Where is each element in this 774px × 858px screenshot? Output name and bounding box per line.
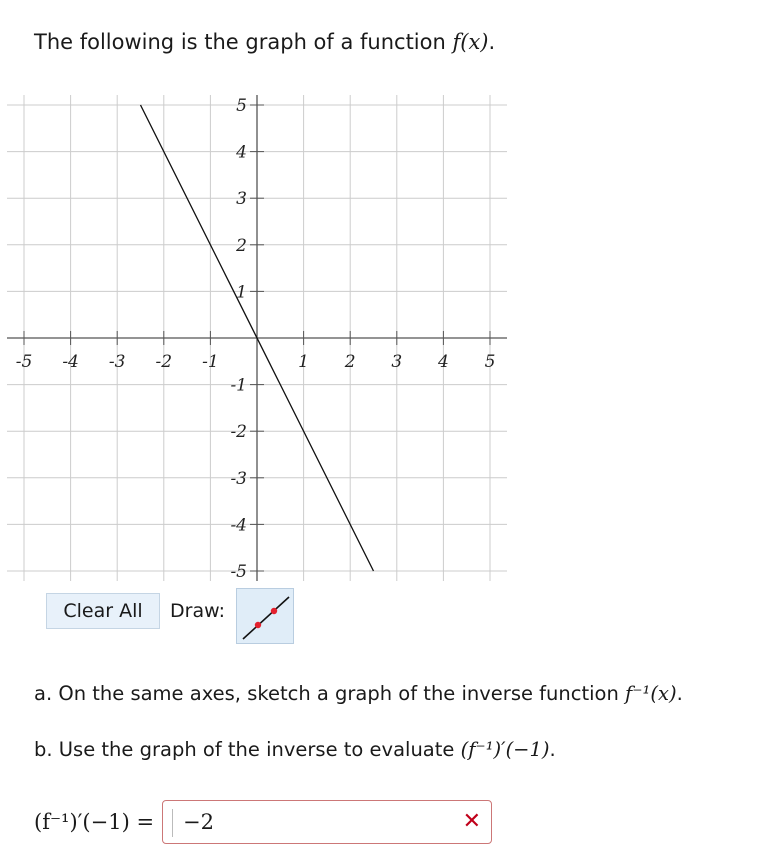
draw-label: Draw: xyxy=(170,600,225,622)
graph-tick-labels xyxy=(16,96,496,582)
y-tick-label: -2 xyxy=(230,422,247,443)
intro-function: f(x) xyxy=(452,30,489,54)
clear-all-button[interactable]: Clear All xyxy=(46,593,160,629)
answer-divider xyxy=(172,809,173,837)
intro-text: The following is the graph of a function xyxy=(34,30,453,54)
question-b xyxy=(34,738,556,761)
y-tick-label: 4 xyxy=(236,142,247,163)
y-tick-label: -1 xyxy=(230,375,247,396)
x-tick-label: 2 xyxy=(344,352,356,372)
x-tick-label: 5 xyxy=(484,352,496,372)
y-tick-label: 1 xyxy=(236,282,247,303)
y-tick-label: -4 xyxy=(230,515,247,536)
y-tick-label: 2 xyxy=(236,235,247,256)
question-b-end: . xyxy=(549,738,556,761)
x-tick-label: -3 xyxy=(108,352,126,372)
answer-input[interactable] xyxy=(162,800,492,844)
y-tick-label: -3 xyxy=(230,468,247,489)
x-tick-label: -4 xyxy=(62,352,79,372)
question-a-math: f⁻¹(x) xyxy=(625,682,677,705)
x-tick-label: -2 xyxy=(155,352,173,372)
answer-row xyxy=(34,800,492,844)
x-tick-label: 1 xyxy=(298,352,310,372)
y-tick-label: 3 xyxy=(236,189,247,210)
question-a-text: a. On the same axes, sketch a graph of the inverse function xyxy=(34,682,626,705)
x-tick-label: 4 xyxy=(437,352,449,372)
y-tick-label: 5 xyxy=(236,96,247,116)
answer-value: −2 xyxy=(183,810,215,834)
line-tool-icon xyxy=(237,589,295,645)
y-tick-label: -5 xyxy=(230,562,247,582)
x-tick-label: 3 xyxy=(391,352,403,372)
question-a-end: . xyxy=(676,682,683,705)
graph-toolbar xyxy=(46,593,225,629)
question-b-text: b. Use the graph of the inverse to evaluate xyxy=(34,738,461,761)
answer-label: (f⁻¹)′(−1) = xyxy=(34,810,155,834)
intro-period: . xyxy=(488,30,496,54)
line-tool-button[interactable] xyxy=(236,588,294,644)
question-a xyxy=(34,682,683,705)
question-b-math: (f⁻¹)′(−1) xyxy=(460,738,550,761)
x-mark-icon: ✕ xyxy=(462,809,482,834)
x-tick-label: -1 xyxy=(202,352,219,372)
x-tick-label: -5 xyxy=(15,352,33,372)
